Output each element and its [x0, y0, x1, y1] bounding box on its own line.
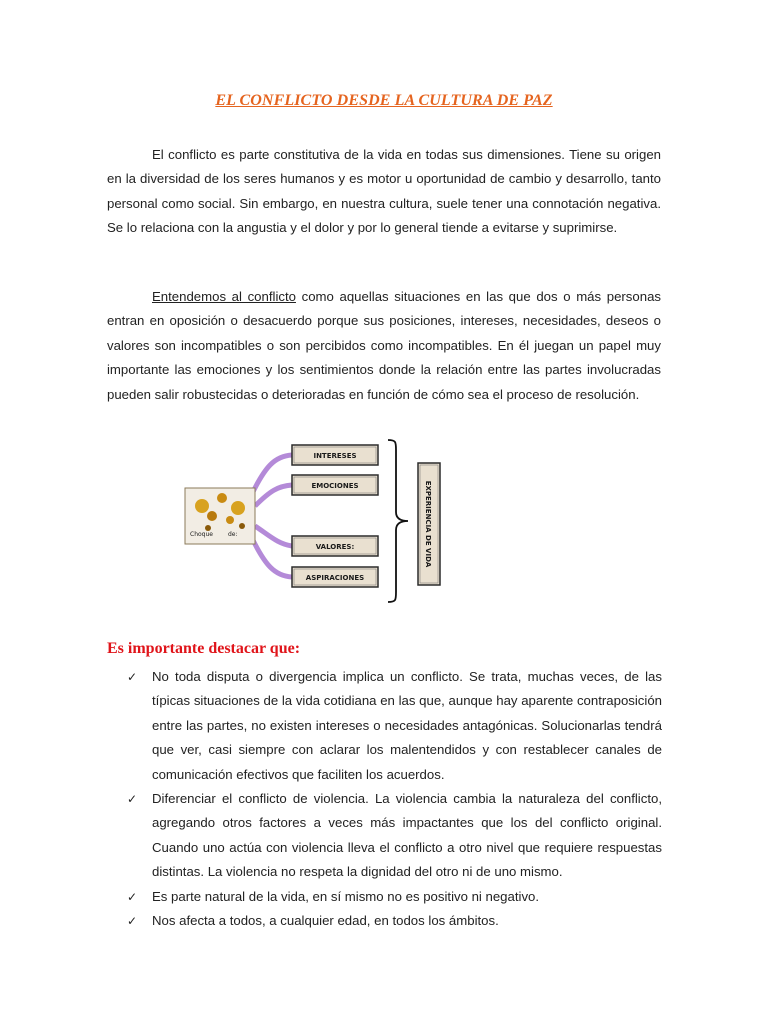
conflict-diagram	[180, 436, 470, 608]
image-caption-choque: Choque	[190, 531, 213, 538]
gears-image	[185, 488, 255, 544]
connector-aspiraciones	[250, 534, 292, 577]
paragraph-2	[107, 285, 661, 407]
experiencia-de-vida-box	[418, 463, 440, 585]
paragraph-1	[107, 143, 661, 241]
box-emociones	[292, 475, 378, 495]
experiencia-de-vida-label: EXPERIENCIA DE VIDA	[424, 480, 432, 568]
box-aspiraciones-label: ASPIRACIONES	[305, 574, 365, 582]
bullet-list	[127, 665, 662, 933]
connector-valores	[255, 526, 292, 546]
box-emociones-label: EMOCIONES	[311, 482, 359, 490]
box-valores-label: VALORES:	[315, 543, 355, 551]
box-intereses-label: INTERESES	[313, 452, 357, 460]
list-item: ✓ Es parte natural de la vida, en sí mismo no es positivo ni negativo.	[127, 885, 662, 909]
list-item: ✓ Nos afecta a todos, a cualquier edad, en todos los ámbitos.	[127, 909, 662, 933]
box-intereses	[292, 445, 378, 465]
check-icon: ✓	[127, 792, 138, 807]
image-caption-de: de:	[228, 531, 238, 538]
connector-emociones	[255, 485, 292, 506]
paragraph-1-text: El conflicto es parte constitutiva de la vida en todas sus dimensiones. Tiene su origen en la diversidad de los seres humanos y es motor u oportunidad de cambio y desarrollo, tanto personal como social. Sin embargo, en nuestra cultura, suele tener una connotación negativa. Se lo relaciona con la angustia y el dolor y por lo general tiende a evitarse y suprimirse.	[107, 147, 661, 236]
check-icon: ✓	[127, 889, 138, 904]
list-item: ✓ Diferenciar el conflicto de violencia. La violencia cambia la naturaleza del conflicto, agregando otros factores a veces más impactantes que los del conflicto original. Cuando uno actúa con violencia lleva el conflicto a otro nivel que requiere respuestas distintas. La violencia no respeta la dignidad del otro ni de uno mismo.	[127, 787, 662, 885]
curly-brace	[388, 440, 408, 602]
document-title: EL CONFLICTO DESDE LA CULTURA DE PAZ	[215, 92, 553, 109]
check-icon: ✓	[127, 670, 138, 684]
paragraph-2-text: como aquellas situaciones en las que dos o más personas entran en oposición o desacuerdo porque sus posiciones, intereses, necesidades, deseos o valores son incompatibles o son percibidos como incompatibles. En él juegan un papel muy importante las emociones y los sentimientos donde la relación entre las partes involucradas pueden salir robustecidas o deterioradas en función de cómo sea el proceso de resolución.	[107, 289, 661, 402]
box-valores	[292, 536, 378, 556]
underlined-phrase: Entendemos al conflicto	[152, 289, 296, 304]
list-item: ✓ No toda disputa o divergencia implica un conflicto. Se trata, muchas veces, de las típicas situaciones de la vida cotidiana en las que, aunque hay aparente contraposición entre las partes, no existen intereses o necesidades antagónicas. Solucionarlas tendrá que ver, casi siempre con aclarar los malentendidos y con restablecer canales de comunicación efectivos que faciliten los acuerdos.	[127, 665, 662, 787]
subheading: Es importante destacar que:	[107, 640, 301, 657]
box-aspiraciones	[292, 567, 378, 587]
check-icon: ✓	[127, 914, 138, 929]
